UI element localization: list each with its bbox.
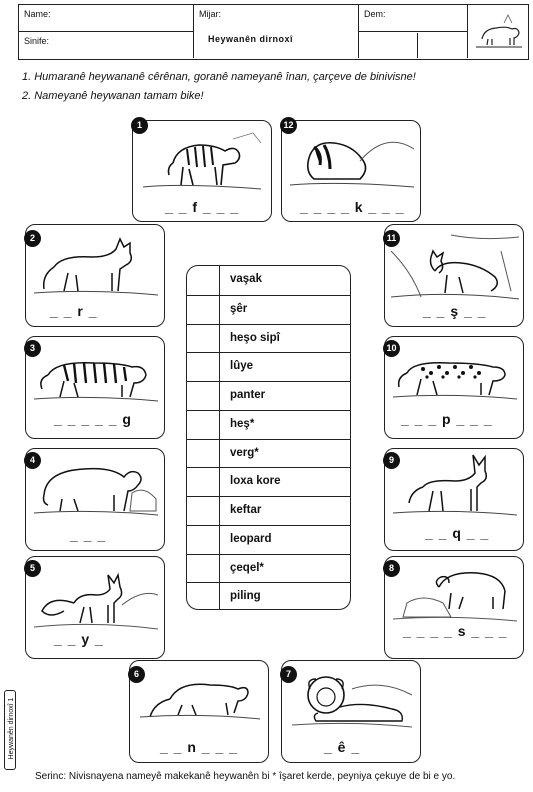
blank-2[interactable]: _ _ r _ [50,303,98,319]
number-badge: 5 [24,560,41,577]
answer-box[interactable] [187,353,220,381]
blank-9[interactable]: _ _ q _ _ [425,525,490,541]
answer-box[interactable] [187,411,220,439]
number-badge: 9 [383,452,400,469]
blank-3[interactable]: _ _ _ _ _ g [54,411,132,427]
answer-box[interactable] [187,296,220,324]
answer-box[interactable] [187,468,220,496]
word: çeqel* [230,561,264,574]
answer-box[interactable] [187,266,220,295]
card-fox [25,556,165,659]
word: heş* [230,417,255,430]
number-badge: 1 [131,117,148,134]
blank-6[interactable]: _ _ n _ _ _ [160,739,238,755]
card-badger [281,120,421,222]
card-panther [129,660,269,763]
card-wolf [25,224,165,327]
word-row [187,582,350,610]
panther-icon [140,673,260,729]
jackal-icon [393,451,517,521]
footer-note: Serinc: Nivisnayena nameyê makekanê heywanên bi * îşaret kerde, peyniya çekuye de bi e yo. [35,771,456,782]
card-leopard [384,336,524,439]
number-badge: 7 [280,666,297,683]
card-polar-bear [384,556,524,659]
word-row [187,554,350,583]
word: şêr [230,302,248,315]
answer-box[interactable] [187,583,220,610]
lynx-icon [391,231,519,301]
wolf-icon [34,231,158,301]
word-row [187,295,350,324]
number-badge: 11 [383,230,400,247]
word-row [187,324,350,353]
blank-11[interactable]: _ _ ş _ _ [423,303,487,319]
word-row [187,266,350,295]
word-row [187,525,350,554]
name-label: Name: [24,9,51,19]
number-badge: 4 [24,452,41,469]
page-title: Heywanên dirnoxî [208,34,294,44]
side-label: Heywanên dirnoxî 1 [8,697,15,760]
card-bear [25,448,165,551]
polar-bear-icon [393,563,517,625]
word: panter [230,389,266,401]
animals-logo-icon [474,11,524,51]
word-row [187,439,350,468]
word-row [187,467,350,496]
class-label: Sinife: [24,36,50,46]
lion-icon [292,669,412,733]
number-badge: 2 [24,230,41,247]
word-row [187,352,350,381]
fox-icon [34,565,158,633]
teacher-label: Mijar: [199,9,221,19]
word: keftar [230,504,262,516]
word: lûye [230,360,254,373]
instruction-2: 2. Nameyanê heywanan tamam bike! [22,90,204,102]
date-label: Dem: [364,9,386,19]
word: piling [230,590,261,603]
word: loxa kore [230,475,281,488]
card-jackal [384,448,524,551]
number-badge: 6 [128,666,145,683]
instruction-1: 1. Humaranê heywananê cêrênan, goranê nameyanê înan, çarçeve de binivisne! [22,71,416,83]
blank-7[interactable]: _ ê _ [324,739,361,755]
number-badge: 8 [383,560,400,577]
card-hyena [132,120,272,222]
badger-icon [290,125,414,195]
card-tiger [25,336,165,439]
word-bank [186,265,351,610]
side-label-box [4,690,16,770]
answer-box[interactable] [187,325,220,353]
tiger-icon [34,345,158,407]
answer-box[interactable] [187,526,220,554]
hyena-icon [143,129,261,197]
word-row [187,496,350,525]
number-badge: 12 [280,117,297,134]
blank-5[interactable]: _ _ y _ [54,631,104,647]
word: leopard [230,532,272,545]
bear-icon [34,455,158,521]
answer-box[interactable] [187,382,220,410]
blank-4[interactable]: _ _ _ [70,527,107,543]
blank-8[interactable]: _ _ _ _ s _ _ _ [403,623,508,639]
blank-12[interactable]: _ _ _ _ k _ _ _ [300,199,405,215]
number-badge: 10 [383,340,400,357]
word: verg* [230,446,259,459]
word: vaşak [230,273,262,285]
number-badge: 3 [24,340,41,357]
worksheet-header [18,4,529,60]
card-lion [281,660,421,763]
word-row [187,410,350,439]
answer-box[interactable] [187,555,220,583]
card-lynx [384,224,524,327]
answer-box[interactable] [187,497,220,525]
leopard-icon [393,345,517,405]
blank-1[interactable]: _ _ f _ _ _ [165,199,240,215]
word: heşo sipî [230,331,280,344]
answer-box[interactable] [187,440,220,468]
blank-10[interactable]: _ _ _ p _ _ _ [401,411,493,427]
word-row [187,381,350,410]
